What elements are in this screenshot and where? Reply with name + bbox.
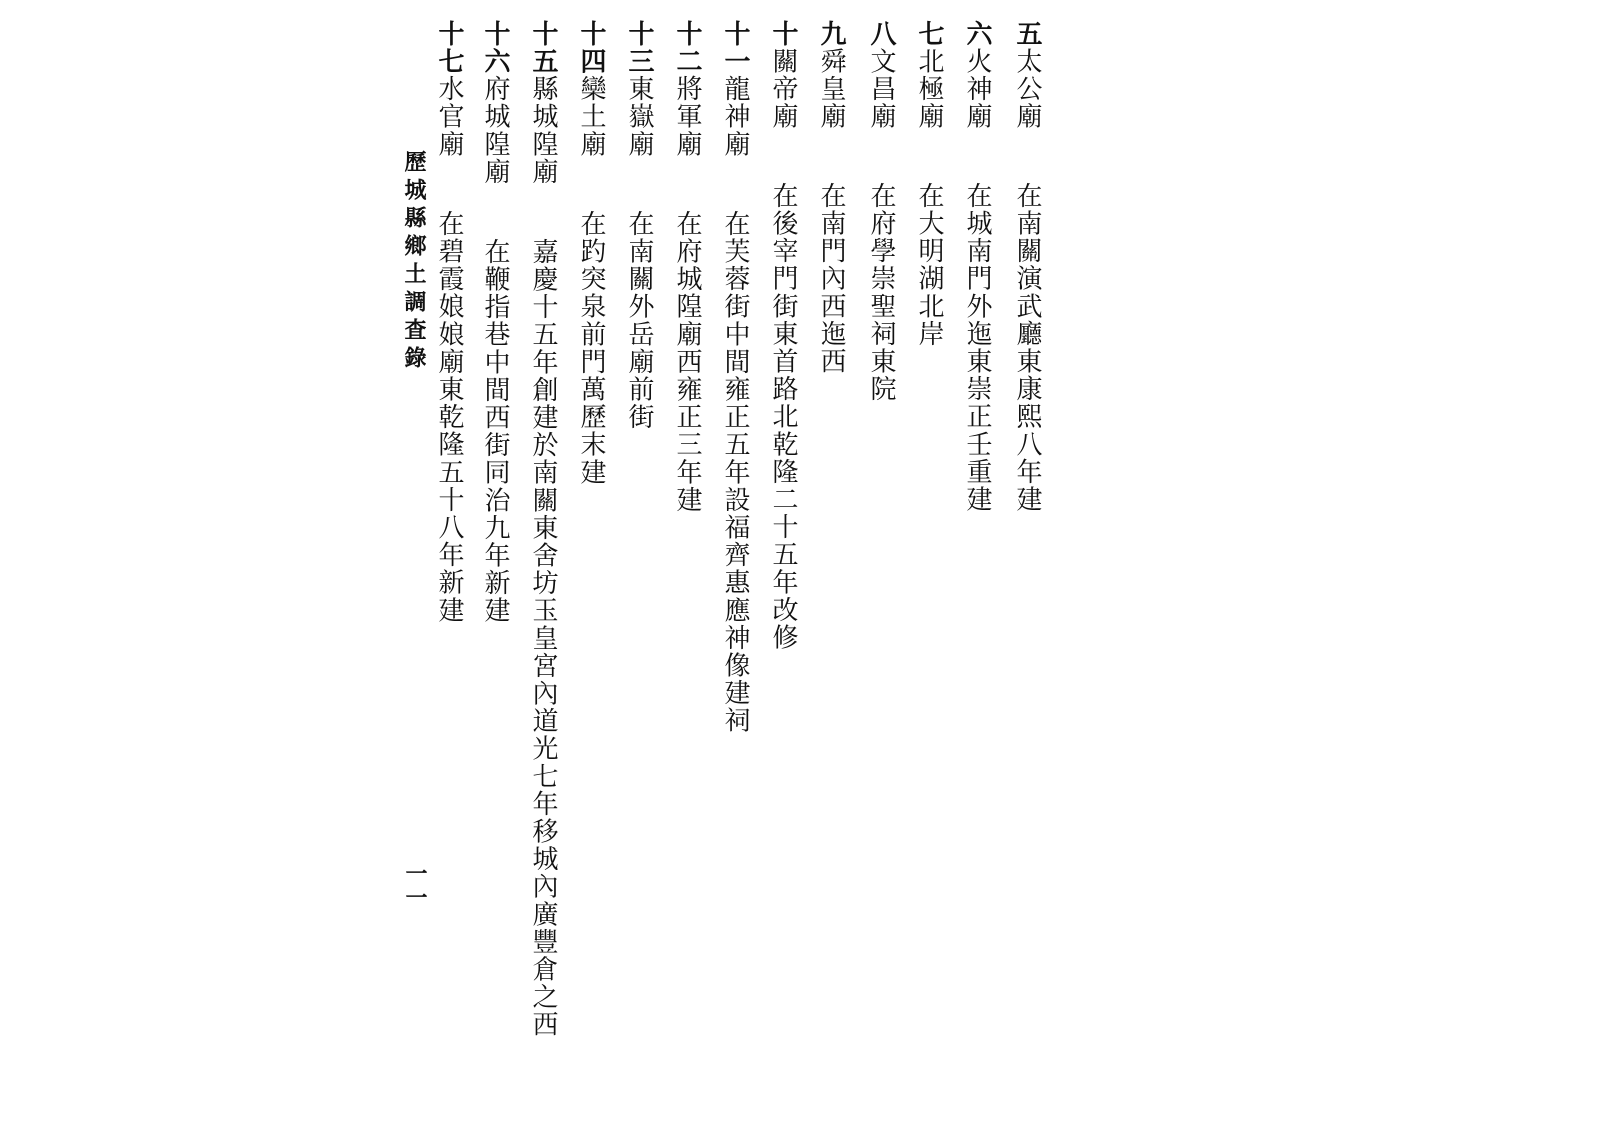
entry-general-temple bbox=[667, 20, 707, 514]
entry-description: 在城南門外迤東崇正壬重建 bbox=[962, 182, 992, 514]
entry-north-pole-temple bbox=[909, 20, 949, 348]
entry-number: 六 bbox=[962, 20, 992, 48]
entry-name: 水官廟 bbox=[434, 75, 464, 159]
entry-name: 府城隍廟 bbox=[480, 75, 510, 186]
entry-number: 八 bbox=[866, 20, 896, 48]
entry-wenchang-temple bbox=[861, 20, 901, 403]
entry-taigong-temple bbox=[1007, 20, 1047, 514]
page-number: 一一 bbox=[402, 862, 428, 910]
entry-description: 在碧霞娘娘廟東乾隆五十八年新建 bbox=[434, 210, 464, 625]
entry-number: 十七 bbox=[434, 20, 464, 76]
entry-number: 十三 bbox=[624, 20, 654, 76]
entry-name: 縣城隍廟 bbox=[528, 75, 558, 186]
entry-description: 在南關外岳廟前街 bbox=[624, 210, 654, 431]
entry-description: 在府城隍廟西雍正三年建 bbox=[672, 210, 702, 514]
entry-number: 七 bbox=[914, 20, 944, 48]
entry-name: 火神廟 bbox=[962, 47, 992, 131]
entry-description: 在鞭指巷中間西街同治九年新建 bbox=[480, 237, 510, 625]
entry-name: 關帝廟 bbox=[768, 47, 798, 131]
entry-number: 九 bbox=[816, 20, 846, 48]
entry-description: 在大明湖北岸 bbox=[914, 182, 944, 349]
entry-shun-emperor-temple bbox=[811, 20, 851, 376]
entry-description: 嘉慶十五年創建於南關東舍坊玉皇宮內道光七年移城內廣豐倉之西 bbox=[528, 237, 558, 1039]
entry-luantu-temple bbox=[571, 20, 611, 486]
entry-number: 十二 bbox=[672, 20, 702, 76]
entry-description: 在南門內西迤西 bbox=[816, 182, 846, 376]
entry-name: 文昌廟 bbox=[866, 47, 896, 131]
entry-dongyue-temple bbox=[619, 20, 659, 431]
entry-number: 十六 bbox=[480, 20, 510, 76]
entry-water-official-temple bbox=[429, 20, 469, 624]
running-head: 歷城縣鄉土調査錄 bbox=[401, 150, 427, 374]
entry-dragon-god-temple bbox=[715, 20, 755, 734]
entry-description: 在南關演武廳東康熙八年建 bbox=[1012, 182, 1042, 514]
entry-number: 十四 bbox=[576, 20, 606, 76]
entry-name: 太公廟 bbox=[1012, 47, 1042, 131]
entry-description: 在後宰門街東首路北乾隆二十五年改修 bbox=[768, 182, 798, 652]
entry-prefecture-city-god-temple bbox=[475, 20, 515, 624]
entry-name: 將軍廟 bbox=[672, 75, 702, 159]
entry-number: 十 bbox=[768, 20, 798, 48]
entry-name: 舜皇廟 bbox=[816, 47, 846, 131]
entry-number: 五 bbox=[1012, 20, 1042, 48]
entry-guandi-temple bbox=[763, 20, 803, 652]
entry-description: 在芙蓉街中間雍正五年設福齊惠應神像建祠 bbox=[720, 210, 750, 735]
entry-name: 龍神廟 bbox=[720, 75, 750, 159]
entry-description: 在趵突泉前門萬歷末建 bbox=[576, 210, 606, 487]
entry-name: 東嶽廟 bbox=[624, 75, 654, 159]
entry-description: 在府學崇聖祠東院 bbox=[866, 182, 896, 404]
entry-county-city-god-temple bbox=[523, 20, 563, 1038]
entry-number: 十一 bbox=[720, 20, 750, 76]
entry-number: 十五 bbox=[528, 20, 558, 76]
entry-name: 欒土廟 bbox=[576, 75, 606, 159]
entry-name: 北極廟 bbox=[914, 47, 944, 131]
entry-fire-god-temple bbox=[957, 20, 997, 514]
